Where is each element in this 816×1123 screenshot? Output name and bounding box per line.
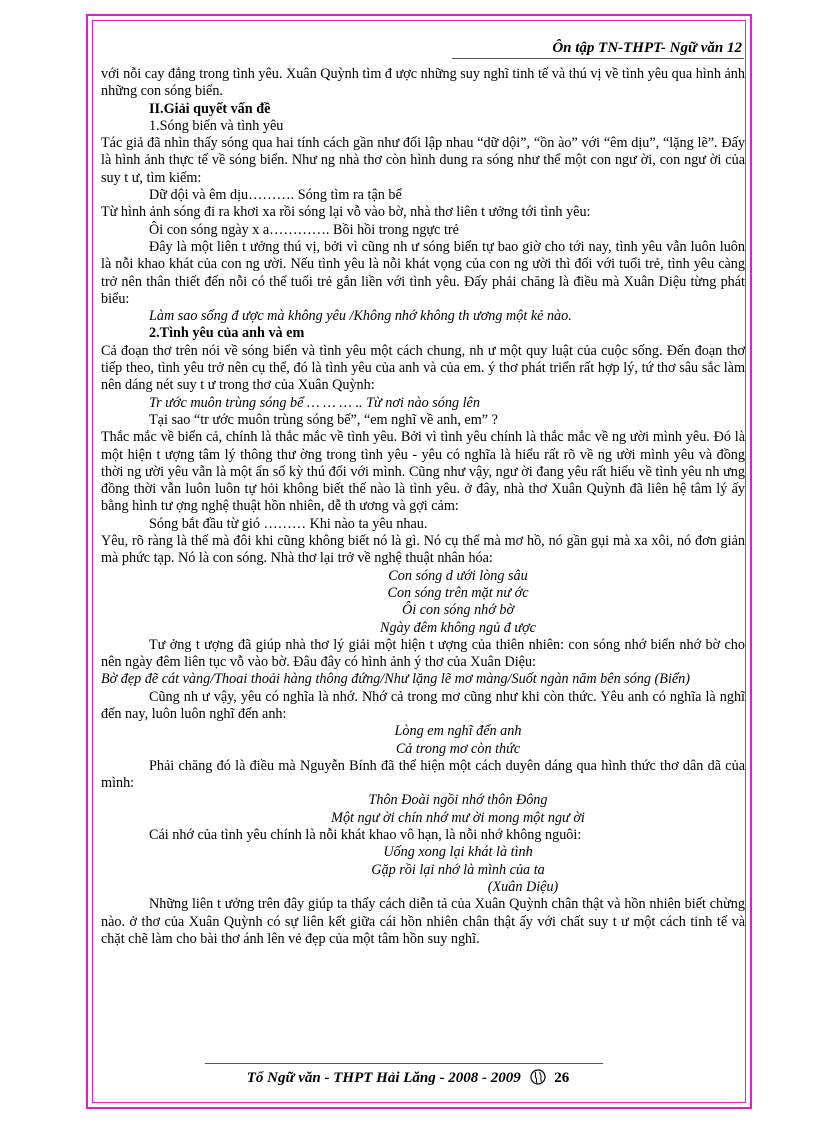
paragraph: Từ hình ảnh sóng đi ra khơi xa rồi sóng lại vỗ vào bờ, nhà thơ liên t ưởng tới tình yêu: bbox=[101, 204, 591, 221]
page-header-title: Ôn tập TN-THPT- Ngữ văn 12 bbox=[552, 40, 742, 56]
indented-paragraph: Tư ởng t ượng đã giúp nhà thơ lý giải một hiện t ượng của thiên nhiên: con sóng nhớ biển nhớ bờ cho nên ngày đêm liên tục vỗ vào bờ. Đâu đây có hình ảnh ý thơ của Xuân Diệu: bbox=[101, 636, 745, 671]
page-footer bbox=[0, 1069, 816, 1087]
poem-line: Gặp rồi lại nhớ là mình của ta bbox=[371, 861, 545, 878]
indented-paragraph: Cũng nh ư vậy, yêu có nghĩa là nhớ. Nhớ cả trong mơ cũng như khi còn thức. Yêu anh có nghĩa là nghĩ đến nay, luôn luôn nghĩ đến anh: bbox=[101, 688, 745, 722]
document-body bbox=[101, 66, 745, 948]
indented-paragraph: Phải chăng đó là điều mà Nguyễn Bính đã thể hiện một cách duyên dáng qua hình thức thơ dân dã của mình: bbox=[101, 757, 745, 792]
poem-line: Con sóng d ưới lòng sâu bbox=[388, 567, 528, 584]
paragraph: Yêu, rõ ràng là thế mà đôi khi cũng không biết nó là gì. Nó cụ thể mà mơ hồ, nó gần gụi mà xa xôi, nó đơn giản mà phức tạp. Nó là con sóng. Nhà thơ lại trở về nghệ thuật nhân hóa: bbox=[101, 533, 745, 567]
globe-icon bbox=[530, 1069, 546, 1085]
quoted-verse: Bờ đẹp đẽ cát vàng/Thoai thoải hàng thông đứng/Như lặng lẽ mơ màng/Suốt ngàn năm bên sóng (Biển) bbox=[101, 671, 691, 688]
footer-divider bbox=[205, 1063, 603, 1064]
quoted-verse: Tr ước muôn trùng sóng bể … … … .. Từ nơi nào sóng lên bbox=[149, 394, 480, 411]
indented-paragraph: Những liên t ưởng trên đây giúp ta thấy cách diễn tả của Xuân Quỳnh chân thật và hồn nhiên biết chừng nào. ở thơ của Xuân Quỳnh có sự liên kết giữa cái hồn nhiên chân thật ấy với chất suy t ư một cách tinh tế và chặt chẽ làm cho bài thơ ánh lên vẻ đẹp của một tâm hồn suy nghĩ. bbox=[101, 896, 745, 947]
quoted-verse: Làm sao sống đ ược mà không yêu /Không nhớ không th ương một kẻ nào. bbox=[149, 308, 572, 325]
poem-line: Ngày đêm không ngủ đ ược bbox=[380, 619, 536, 636]
poem-attribution: (Xuân Diệu) bbox=[487, 878, 559, 895]
paragraph: với nỗi cay đắng trong tình yêu. Xuân Quỳnh tìm đ ược những suy nghĩ tinh tế và thú vị về tình yêu qua hình ảnh những con sóng biển. bbox=[101, 66, 745, 100]
paragraph: Tác giả đã nhìn thấy sóng qua hai tính cách gần như đối lập nhau “dữ dội”, “ồn ào” với “êm dịu”, “lặng lẽ”. Đấy là hình ảnh thực tế về sóng biển. Như ng nhà thơ còn hình dung ra sóng như thể một con ngư ời, con ngư ời của suy t ư, tìm kiếm: bbox=[101, 135, 745, 186]
indented-paragraph: Ôi con sóng ngày x a…………. Bồi hồi trong ngực trẻ bbox=[149, 221, 459, 238]
poem-line: Con sóng trên mặt nư ớc bbox=[387, 584, 529, 601]
poem-line: Thôn Đoài ngồi nhớ thôn Đông bbox=[368, 792, 548, 809]
page-number: 26 bbox=[554, 1070, 570, 1086]
indented-paragraph: Tại sao “tr ước muôn trùng sóng bể”, “em nghĩ về anh, em” ? bbox=[149, 411, 498, 428]
indented-paragraph: 1.Sóng biển và tình yêu bbox=[149, 117, 284, 134]
indented-paragraph: Cái nhớ của tình yêu chính là nỗi khát khao vô hạn, là nỗi nhớ không nguôi: bbox=[149, 827, 582, 844]
poem-line: Lòng em nghĩ đến anh bbox=[394, 723, 522, 740]
footer-text: Tổ Ngữ văn - THPT Hải Lăng - 2008 - 2009 bbox=[246, 1070, 521, 1086]
header-divider bbox=[452, 58, 744, 59]
indented-paragraph: Dữ dội và êm dịu………. Sóng tìm ra tận bể bbox=[149, 187, 402, 204]
paragraph: Thắc mắc về biển cả, chính là thắc mắc về tình yêu. Bởi vì tình yêu chính là thắc mắc về ng ười mình yêu. Đó là một hiện t ượng tâm lý thông thư ờng trong tình yêu - yêu có nghĩa là hiểu rất rõ về ng ười mình yêu và đồng thời ng ười yêu vẫn là một ẩn số kỳ thú đối với mình. Cũng như vậy, ngư ời đang yêu rất hiểu về tình yêu nh ưng đồng thời vẫn luôn luôn tự hỏi không biết thế nào là tình yêu. ở đây, nhà thơ Xuân Quỳnh đã liên hệ tâm lý ấy bằng hình tư ợng nghệ thuật hồn nhiên, dễ th ương và gợi cảm: bbox=[101, 429, 745, 515]
poem-line: Ôi con sóng nhớ bờ bbox=[401, 602, 515, 619]
section-heading: 2.Tình yêu của anh và em bbox=[149, 325, 305, 342]
indented-paragraph: Sóng bắt đầu từ gió ……… Khi nào ta yêu nhau. bbox=[149, 515, 428, 532]
poem-line: Uống xong lại khát là tình bbox=[383, 844, 533, 861]
poem-line: Cả trong mơ còn thức bbox=[395, 740, 521, 757]
indented-paragraph: Đây là một liên t ưởng thú vị, bởi vì cũng nh ư sóng biển tự bao giờ cho tới nay, tình yêu vẫn luôn luôn là nỗi khao khát của con ng ười. Nếu tình yêu là nỗi khát vọng của con ng ười thì đối với tuổi trẻ, tình yêu càng trở nên thân thiết đến nỗi có thể tuổi trẻ gắn liền với tình yêu. Đấy phải chăng là điều mà Xuân Diệu từng phát biểu: bbox=[101, 238, 745, 307]
paragraph: Cả đoạn thơ trên nói về sóng biển và tình yêu một cách chung, nh ư một quy luật của cuộc sống. Đến đoạn thơ tiếp theo, tình yêu trở nên cụ thể, đó là tình yêu của anh và của em. ý thơ phát triển rất hợp lý, tứ thơ sâu sắc làm nên dáng nét suy t ư trong thơ của Xuân Quỳnh: bbox=[101, 342, 745, 394]
section-heading: II.Giải quyết vấn đề bbox=[149, 100, 271, 117]
poem-line: Một ngư ời chín nhớ mư ời mong một ngư ời bbox=[331, 809, 585, 826]
